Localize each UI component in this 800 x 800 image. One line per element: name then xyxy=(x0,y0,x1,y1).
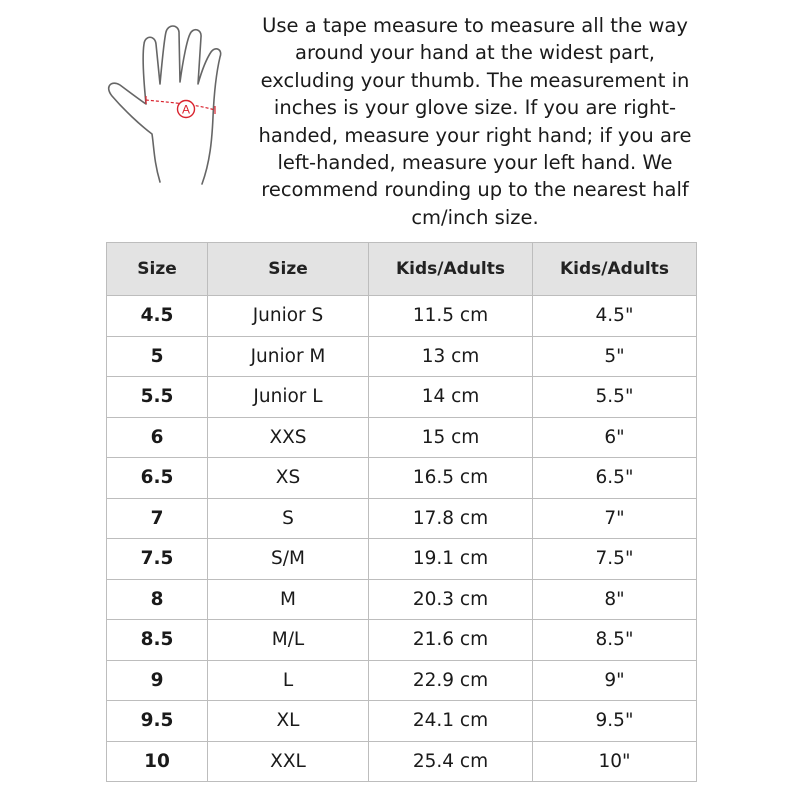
size-chart-table xyxy=(106,242,697,782)
hand-icon xyxy=(100,22,250,197)
cm-cell: 15 cm xyxy=(369,417,533,458)
size-label-cell: Junior L xyxy=(208,377,369,418)
header-kids-adults-cm: Kids/Adults xyxy=(369,243,533,296)
table-row xyxy=(107,458,697,499)
instructions-text: Use a tape measure to measure all the way around your hand at the widest part, excluding your thumb. The measurement in inches is your glove size. If you are right-handed, measure your right hand; if you are left-handed, measure your left hand. We recommend rounding up to the nearest half cm/inch size. xyxy=(258,14,692,229)
table-row xyxy=(107,660,697,701)
inch-cell: 5" xyxy=(533,336,697,377)
table-row xyxy=(107,336,697,377)
measurement-marker xyxy=(178,101,195,118)
size-number-cell: 9 xyxy=(107,660,208,701)
inch-cell: 7" xyxy=(533,498,697,539)
size-label-cell: S/M xyxy=(208,539,369,580)
size-number-cell: 4.5 xyxy=(107,296,208,337)
table-row xyxy=(107,701,697,742)
size-number-cell: 7 xyxy=(107,498,208,539)
size-label-cell: L xyxy=(208,660,369,701)
size-label-cell: XL xyxy=(208,701,369,742)
size-label-cell: XXL xyxy=(208,741,369,782)
inch-cell: 9.5" xyxy=(533,701,697,742)
table-row xyxy=(107,377,697,418)
inch-cell: 9" xyxy=(533,660,697,701)
size-label-cell: M/L xyxy=(208,620,369,661)
cm-cell: 22.9 cm xyxy=(369,660,533,701)
hand-outline xyxy=(109,26,221,184)
size-label-cell: XXS xyxy=(208,417,369,458)
table-row xyxy=(107,498,697,539)
cm-cell: 21.6 cm xyxy=(369,620,533,661)
table-row xyxy=(107,296,697,337)
size-label-cell: XS xyxy=(208,458,369,499)
inch-cell: 8" xyxy=(533,579,697,620)
inch-cell: 7.5" xyxy=(533,539,697,580)
size-number-cell: 7.5 xyxy=(107,539,208,580)
size-number-cell: 8.5 xyxy=(107,620,208,661)
size-number-cell: 6 xyxy=(107,417,208,458)
cm-cell: 20.3 cm xyxy=(369,579,533,620)
size-number-cell: 6.5 xyxy=(107,458,208,499)
cm-cell: 19.1 cm xyxy=(369,539,533,580)
header-kids-adults-inch: Kids/Adults xyxy=(533,243,697,296)
size-label-cell: Junior M xyxy=(208,336,369,377)
inch-cell: 5.5" xyxy=(533,377,697,418)
cm-cell: 11.5 cm xyxy=(369,296,533,337)
cm-cell: 17.8 cm xyxy=(369,498,533,539)
size-label-cell: S xyxy=(208,498,369,539)
table-row xyxy=(107,620,697,661)
inch-cell: 8.5" xyxy=(533,620,697,661)
cm-cell: 13 cm xyxy=(369,336,533,377)
table-row xyxy=(107,417,697,458)
cm-cell: 24.1 cm xyxy=(369,701,533,742)
table-row xyxy=(107,741,697,782)
inch-cell: 6" xyxy=(533,417,697,458)
table-row xyxy=(107,539,697,580)
cm-cell: 16.5 cm xyxy=(369,458,533,499)
inch-cell: 6.5" xyxy=(533,458,697,499)
size-number-cell: 8 xyxy=(107,579,208,620)
hand-illustration xyxy=(100,22,250,197)
size-number-cell: 9.5 xyxy=(107,701,208,742)
cm-cell: 14 cm xyxy=(369,377,533,418)
size-label-cell: Junior S xyxy=(208,296,369,337)
inch-cell: 10" xyxy=(533,741,697,782)
table-row xyxy=(107,579,697,620)
header-size-number: Size xyxy=(107,243,208,296)
size-label-cell: M xyxy=(208,579,369,620)
marker-label: A xyxy=(181,102,191,117)
size-number-cell: 10 xyxy=(107,741,208,782)
header-size-label: Size xyxy=(208,243,369,296)
cm-cell: 25.4 cm xyxy=(369,741,533,782)
size-number-cell: 5.5 xyxy=(107,377,208,418)
inch-cell: 4.5" xyxy=(533,296,697,337)
size-number-cell: 5 xyxy=(107,336,208,377)
table-header-row xyxy=(107,243,697,296)
